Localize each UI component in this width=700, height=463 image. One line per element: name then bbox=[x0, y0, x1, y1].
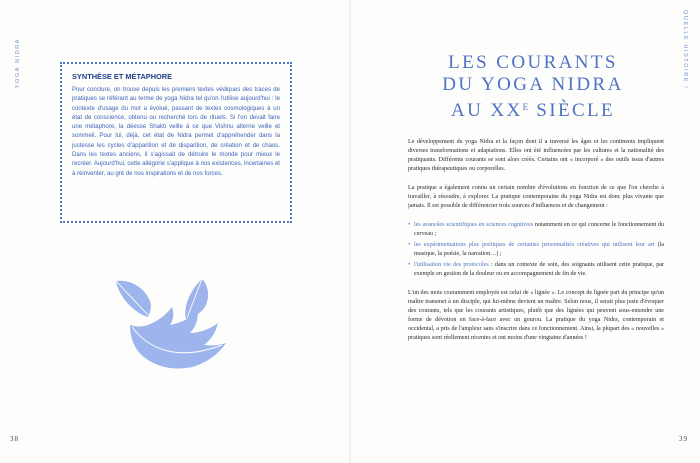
page-number-left: 38 bbox=[10, 435, 19, 443]
feather-large bbox=[130, 307, 226, 369]
paragraph-1: Le développement du yoga Nidra et la façon dont il a traversé les âges et les continents impliquent diverses transformations et adaptations. Elles ont été influencées par les cultures et la nationalité des pratiquants. Différents courants se sont alors créés. Certains ont « incorporé » des outils issus d'autres pratiques thérapeutiques ou corporelles. bbox=[408, 139, 664, 172]
bullet-icon: • bbox=[408, 222, 411, 228]
list-item-text: notamment en ce qui concerne le fonctionnement du cerveau ; bbox=[414, 222, 664, 237]
bullet-icon: • bbox=[408, 242, 411, 248]
title-line-1: LES COURANTS bbox=[448, 52, 618, 73]
list-item-highlight: les avancées scientifiques en sciences cognitives bbox=[414, 222, 534, 228]
paragraph-2: La pratique a également connu un certain nombre d'évolutions en fonction de ce que l'on cherche à travailler, à résoudre, à explorer. La pratique contemporaine du yoga Nidra est donc plus vivante que jamais. Il est possible de différencier trois sources d'influences et de changement : bbox=[408, 185, 664, 209]
box-title: SYNTHÈSE ET MÉTAPHORE bbox=[72, 72, 173, 81]
list-item-highlight: les expérimentations plus poétiques de certaines personnalités créatives qui utilisent leur art bbox=[414, 242, 655, 248]
list-item bbox=[408, 221, 664, 239]
running-head-left: YOGA NIDRA bbox=[15, 38, 21, 89]
list-item-text: : dans un contexte de soin, des soignants utilisent cette pratique, par exemple en gestion de la douleur ou en accompagnement de fin de vie. bbox=[414, 262, 664, 277]
bullet-icon: • bbox=[408, 262, 411, 268]
list-item bbox=[408, 241, 664, 259]
synthesis-box bbox=[60, 62, 292, 223]
feathers-icon bbox=[110, 275, 245, 385]
list-item bbox=[408, 261, 664, 279]
influence-list bbox=[408, 221, 664, 279]
page-number-right: 39 bbox=[679, 435, 688, 443]
title-line-2: DU YOGA NIDRA bbox=[442, 74, 624, 95]
book-gutter bbox=[349, 0, 351, 463]
paragraph-3: L'un des mots couramment employés est celui de « lignée ». Le concept de lignée part du principe qu'un maître transmet à un disciple, qui lui-même devient un maître. Selon nous, il serait plus juste d'évoquer des courants, tels que les courants artistiques, plutôt que des lignées qui peuvent sous-entendre une forme de dévotion en face-à-face avec un gourou. La pratique du yoga Nidra, contemporain et occidental, a pris de l'ampleur sans s'inscrire dans ce fonctionnement. Ainsi, la plupart des « nouvelles » pratiques sont réellement récentes et ont moins d'une vingtaine d'années ! bbox=[408, 290, 664, 341]
running-head-right: QUELLE HISTOIRE ! bbox=[682, 10, 688, 90]
title-line-3a: AU XX bbox=[450, 100, 523, 121]
chapter-title bbox=[398, 52, 668, 122]
body-text bbox=[408, 138, 664, 353]
list-item-text: (la musique, la poésie, la narration…) ; bbox=[414, 242, 664, 257]
box-text: Pour conclure, on trouve depuis les premiers textes védiques des traces de pratiques se référant au terme de yoga Nidra tel qu'on l'utilise aujourd'hui : le contexte d'usage du mot a évolué, passant de textes cosmologiques à un état de conscience, obtenu ou recherché lors de rituels. Si l'on devait faire une métaphore, la déesse Shakti veille à ce que Vishnu alterne veille et sommeil. Pour lui, déjà, cet état de Nidra permet d'appréhender dans la justesse les cycles d'apparition et de disparition, de création et de chaos. Dans les textes anciens, il s'agissait de détruire le monde pour mieux le recréer. Aujourd'hui, cette allégorie s'applique à nos existences, incertaines et à réinventer, au gré de nos inspirations et de nos forces. bbox=[72, 87, 280, 177]
title-superscript: E bbox=[522, 102, 530, 112]
title-line-3b: SIÈCLE bbox=[529, 100, 616, 121]
list-item-highlight: l'utilisation vie des protocoles bbox=[414, 262, 489, 268]
